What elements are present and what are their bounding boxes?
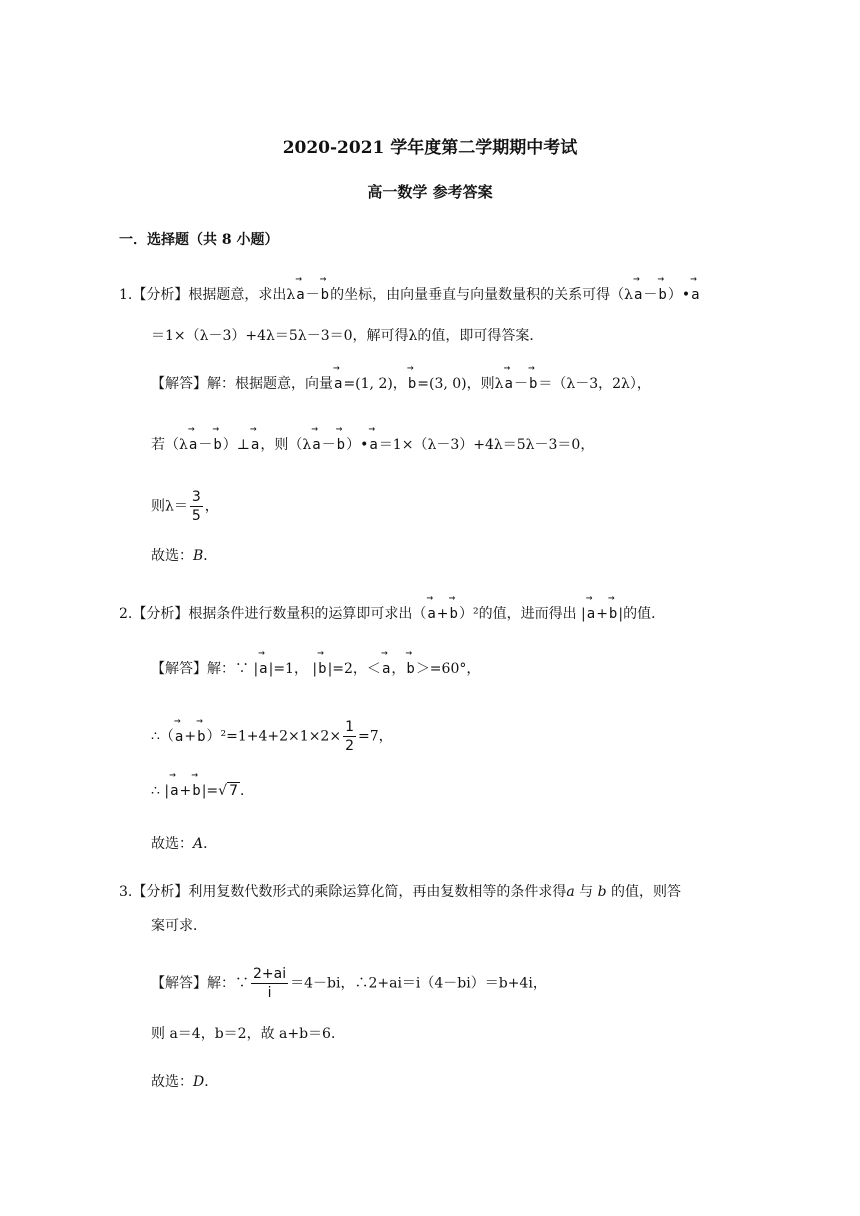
plus-sign: + — [179, 783, 192, 799]
vector-a: → a — [633, 285, 643, 305]
q2-step-text: ∴（ — [151, 728, 174, 745]
q1-step-text: ， — [204, 498, 219, 515]
q2-solution-text: |=2，＜ — [327, 661, 381, 677]
vector-a: → a — [333, 374, 343, 394]
choice-label: 故选： — [151, 836, 193, 852]
q3-solution-text: ＝4－bi，∴2+ai＝i（4－bi）＝b+4i， — [290, 975, 547, 992]
q2-step-text: =7， — [357, 728, 393, 745]
period: ． — [204, 1074, 219, 1090]
minus-sign: － — [198, 437, 213, 453]
vector-a: → a — [426, 604, 436, 624]
fraction-denominator: 5 — [191, 508, 201, 524]
vector-b: → b — [528, 374, 538, 394]
q2-analysis-line1 — [119, 604, 665, 624]
q1-step-text: 则λ＝ — [151, 498, 188, 515]
q1-step-text: ，则（λ — [260, 437, 312, 453]
vector-a: → a — [504, 374, 514, 394]
plus-sign: + — [184, 728, 197, 745]
q1-analysis-text: 的坐标，由向量垂直与向量数量积的关系可得（λ — [330, 287, 633, 303]
choice-answer: A — [193, 836, 204, 852]
q1-choice — [151, 546, 217, 566]
plus-sign: + — [596, 606, 608, 622]
dot-operator: • — [681, 287, 691, 303]
vector-a: → a — [586, 604, 596, 624]
q3-solution-text: 【解答】解：∵ — [151, 975, 249, 992]
q1-solution-line3 — [151, 488, 219, 525]
q1-solution-text: ＝（λ－3，2λ）， — [538, 376, 651, 392]
section-heading: 一．选择题（共 8 小题） — [119, 232, 279, 248]
choice-answer: B — [193, 548, 204, 564]
vector-a: → a — [690, 285, 700, 305]
vector-a: → a — [174, 727, 184, 747]
fraction-numerator: 1 — [345, 719, 354, 735]
q2-solution-text: 【解答】解：∵ | — [151, 661, 259, 677]
q1-solution-line1 — [151, 374, 651, 394]
q1-solution-line2 — [151, 435, 594, 455]
vector-b: → b — [196, 727, 206, 747]
close-paren: ） — [346, 437, 361, 453]
vector-b: → b — [336, 435, 346, 455]
minus-sign: － — [321, 437, 336, 453]
vector-a: → a — [295, 285, 305, 305]
period: ． — [203, 548, 218, 564]
vector-b: → b — [320, 285, 330, 305]
vector-a: → a — [381, 659, 391, 679]
vector-b: → b — [405, 659, 415, 679]
q1-step-text: ＝1×（λ－3）+4λ＝5λ－3＝0， — [378, 437, 595, 453]
plus-sign: + — [436, 606, 449, 622]
q3-analysis-line1 — [119, 882, 681, 902]
fraction-numerator: 2+ai — [253, 966, 287, 982]
vector-a: → a — [311, 435, 321, 455]
fraction-denominator: i — [267, 985, 272, 1001]
vector-a: → a — [169, 781, 179, 801]
q2-step-text: |= — [201, 783, 219, 799]
q1-solution-text: =(1, 2)， — [343, 376, 407, 392]
q3-analysis-line2: 案可求． — [151, 918, 207, 934]
q2-choice — [151, 834, 217, 854]
q1-step-text: ）⊥ — [222, 437, 250, 453]
close-paren: ） — [667, 287, 682, 303]
q1-solution-text: 【解答】解：根据题意，向量 — [151, 376, 333, 392]
q2-step-text: ∴ | — [151, 783, 170, 799]
square-root: √ 7 — [218, 783, 238, 799]
vector-a: → a — [258, 659, 268, 679]
vector-b: → b — [317, 659, 327, 679]
vector-a: → a — [368, 435, 378, 455]
document-subtitle: 高一数学 参考答案 — [367, 183, 493, 201]
document-title: 2020-2021 学年度第二学期期中考试 — [282, 138, 578, 158]
fraction-numerator: 3 — [191, 489, 201, 505]
vector-b: → b — [608, 604, 618, 624]
q2-solution-line3 — [151, 781, 254, 801]
q2-analysis-text: |的值． — [618, 606, 666, 622]
q2-solution-text: |=1， | — [268, 661, 318, 677]
minus-sign: － — [643, 287, 658, 303]
vector-b: → b — [191, 781, 201, 801]
q3-choice — [151, 1072, 218, 1092]
choice-answer: D — [193, 1074, 205, 1090]
q3-solution-line1 — [151, 965, 547, 1002]
q1-analysis-text: 1.【分析】根据题意，求出λ — [119, 287, 296, 303]
q3-solution-line2: 则 a＝4，b＝2，故 a+b＝6． — [151, 1026, 345, 1042]
period: ． — [203, 836, 218, 852]
q3-analysis-text: 与 — [574, 884, 598, 900]
q3-analysis-text: 的值，则答 — [606, 884, 682, 900]
fraction — [190, 488, 203, 525]
fraction — [343, 718, 356, 755]
fraction — [251, 965, 288, 1002]
q1-solution-text: =(3, 0)，则λ — [417, 376, 504, 392]
q2-solution-line1 — [151, 659, 480, 679]
q1-analysis-line2: ＝1×（λ－3）+4λ＝5λ－3＝0，解可得λ的值，即可得答案． — [151, 328, 544, 344]
q2-analysis-text: 2.【分析】根据条件进行数量积的运算即可求出（ — [119, 606, 427, 622]
q1-analysis-line1 — [119, 285, 701, 305]
choice-label: 故选： — [151, 1074, 193, 1090]
vector-a: → a — [250, 435, 260, 455]
q2-step-text: ）²=1+4+2×1×2× — [206, 728, 342, 745]
q1-step-text: 若（λ — [151, 437, 188, 453]
vector-b: → b — [657, 285, 667, 305]
vector-b: → b — [407, 374, 417, 394]
minus-sign: － — [305, 287, 320, 303]
vector-a: → a — [188, 435, 198, 455]
vector-b: → b — [449, 604, 459, 624]
q3-analysis-text: 3.【分析】利用复数代数形式的乘除运算化简，再由复数相等的条件求得 — [119, 884, 567, 900]
variable-b: b — [597, 884, 607, 900]
q2-solution-line2 — [151, 718, 393, 755]
vector-b: → b — [212, 435, 222, 455]
dot-operator: • — [360, 437, 369, 453]
q2-analysis-text: ）²的值，进而得出 | — [458, 606, 586, 622]
radicand: 7 — [229, 783, 238, 799]
q2-solution-text: ， — [391, 661, 406, 677]
variable-a: a — [566, 884, 575, 900]
choice-label: 故选： — [151, 548, 193, 564]
q2-solution-text: ＞=60°， — [415, 661, 481, 677]
fraction-denominator: 2 — [345, 738, 354, 754]
minus-sign: － — [513, 376, 528, 392]
q2-step-text: ． — [239, 783, 254, 799]
